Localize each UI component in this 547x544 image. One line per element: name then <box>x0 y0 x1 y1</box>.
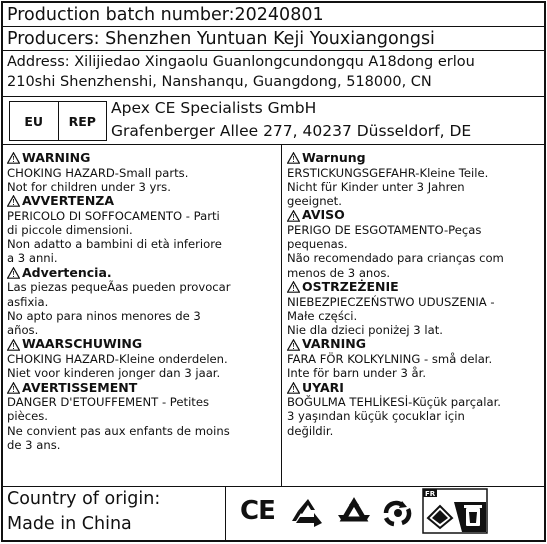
warning-heading-text: Warnung <box>302 150 366 165</box>
warning-text-line: Non adatto a bambini di età inferiore <box>7 237 222 252</box>
warning-heading <box>7 151 275 166</box>
warning-triangle-icon <box>7 152 20 164</box>
warning-text-line: CHOKING HAZARD-Kleine onderdelen. <box>7 351 228 366</box>
warnings-left-column <box>7 151 275 452</box>
warning-triangle-icon <box>287 152 300 164</box>
warning-text-line: geeignet. <box>287 194 342 209</box>
warning-text-line: 3 yaşından küçük çocuklar için <box>287 409 465 424</box>
warning-heading <box>287 208 547 223</box>
column-divider <box>281 145 282 486</box>
warning-block <box>287 280 547 337</box>
warning-triangle-icon <box>7 382 20 394</box>
warning-block <box>7 151 275 194</box>
compliance-icons <box>225 486 544 540</box>
product-label <box>1 1 546 542</box>
warning-heading <box>287 381 547 396</box>
warning-heading-text: UYARI <box>302 379 344 395</box>
warning-triangle-icon <box>287 382 300 394</box>
warning-text-line: NIEBEZPIECZEŃSTWO UDUSZENIA - <box>287 294 495 309</box>
warning-text-line: asfixia. <box>7 294 49 309</box>
warning-text-line: FARA FÖR KOLKYLNING - små delar. <box>287 351 493 366</box>
warning-heading-text: AVISO <box>302 207 345 223</box>
warning-block <box>287 151 547 208</box>
warning-block <box>287 381 547 438</box>
warning-text-line: Ne convient pas aux enfants de moins <box>7 423 230 438</box>
origin-value: Made in China <box>7 514 132 534</box>
warning-text-line: ERSTICKUNGSGEFAHR-Kleine Teile. <box>287 165 489 180</box>
warnings-section <box>3 145 544 487</box>
warning-text-line: Não recomendado para crianças com <box>287 251 504 266</box>
warning-text-line: a 3 anni. <box>7 251 58 266</box>
warning-heading <box>287 337 547 352</box>
eu-rep-block <box>3 97 544 145</box>
warning-text-line: No apto para ninos menores de 3 <box>7 308 201 323</box>
warning-text-line: pequenas. <box>287 237 348 252</box>
warning-triangle-icon <box>287 281 300 293</box>
fr-triman-sorting-icon <box>422 488 488 534</box>
address-line-2: 210shi Shenzhenshi, Nanshanqu, Guangdong, 518000, CN <box>7 73 432 90</box>
warning-text-line: DANGER D'ETOUFFEMENT - Petites <box>7 395 210 410</box>
address-block <box>3 51 544 97</box>
fr-label: FR <box>425 490 436 498</box>
recycle-icon <box>288 497 328 529</box>
warning-heading-text: WARNING <box>22 150 91 165</box>
warning-heading <box>7 194 275 209</box>
warning-text-line: Nie dla dzieci poniżej 3 lat. <box>287 323 443 338</box>
ce-mark: CE <box>240 496 275 526</box>
warning-text-line: Niet voor kinderen jonger dan 3 jaar. <box>7 366 221 381</box>
producers: Producers: Shenzhen Yuntuan Keji Youxiangongsi <box>3 27 544 51</box>
warning-text-line: CHOKING HAZARD-Small parts. <box>7 165 189 180</box>
warning-heading-text: AVERTISSEMENT <box>22 379 138 395</box>
warning-heading <box>7 381 275 396</box>
rep-text: REP <box>68 113 96 129</box>
warning-text-line: Małe części. <box>287 308 358 323</box>
warning-text-line: menos de 3 anos. <box>287 265 391 280</box>
warning-triangle-icon <box>287 210 300 222</box>
warning-heading-text: Advertencia. <box>22 264 112 280</box>
warning-block <box>7 381 275 453</box>
warning-text-line: Not for children under 3 yrs. <box>7 179 171 194</box>
warning-text-line: PERICOLO DI SOFFOCAMENTO - Parti <box>7 208 220 223</box>
warning-heading-text: WAARSCHUWING <box>22 336 143 352</box>
warning-heading <box>287 151 547 166</box>
warning-triangle-icon <box>7 339 20 351</box>
warning-text-line: değildir. <box>287 423 334 438</box>
eu-text: EU <box>10 102 59 140</box>
triman-icon <box>378 497 418 529</box>
eu-rep-name: Apex CE Specialists GmbH <box>111 99 317 117</box>
mobius-loop-icon <box>334 497 374 529</box>
origin-label: Country of origin: <box>7 489 161 509</box>
batch-number: Production batch number:20240801 <box>3 3 544 27</box>
warning-block <box>7 266 275 338</box>
warning-heading <box>7 266 275 281</box>
warnings-right-column <box>287 151 547 438</box>
warning-text-line: di piccole dimensioni. <box>7 222 133 237</box>
warning-triangle-icon <box>7 195 20 207</box>
warning-text-line: pièces. <box>7 409 48 424</box>
warning-heading <box>287 280 547 295</box>
warning-text-line: Las piezas pequeÃas pueden provocar <box>7 280 231 295</box>
eu-rep-address: Grafenberger Allee 277, 40237 Düsseldorf, DE <box>111 122 472 140</box>
warning-heading <box>7 337 275 352</box>
warning-heading-text: VARNING <box>302 336 366 352</box>
warning-block <box>7 337 275 380</box>
warning-text-line: años. <box>7 323 39 338</box>
warning-block <box>287 337 547 380</box>
warning-text-line: de 3 ans. <box>7 437 61 452</box>
warning-text-line: BOĞULMA TEHLİKESİ-Küçük parçalar. <box>287 395 501 410</box>
warning-block <box>287 208 547 280</box>
warning-text-line: Nicht für Kinder unter 3 Jahren <box>287 179 465 194</box>
warning-heading-text: AVVERTENZA <box>22 193 115 209</box>
address-line-1: Address: Xilijiedao Xingaolu Guanlongcundongqu A18dong erlou <box>7 54 475 70</box>
warning-text-line: Inte för barn under 3 år. <box>287 366 427 381</box>
warning-triangle-icon <box>7 267 20 279</box>
warning-text-line: PERIGO DE ESGOTAMENTO-Peças <box>287 222 482 237</box>
warning-triangle-icon <box>287 339 300 351</box>
eu-rep-details <box>111 97 471 143</box>
warning-heading-text: OSTRZEŻENIE <box>302 279 399 295</box>
warning-block <box>7 194 275 266</box>
eu-rep-badge <box>9 101 107 141</box>
country-of-origin <box>3 486 225 540</box>
